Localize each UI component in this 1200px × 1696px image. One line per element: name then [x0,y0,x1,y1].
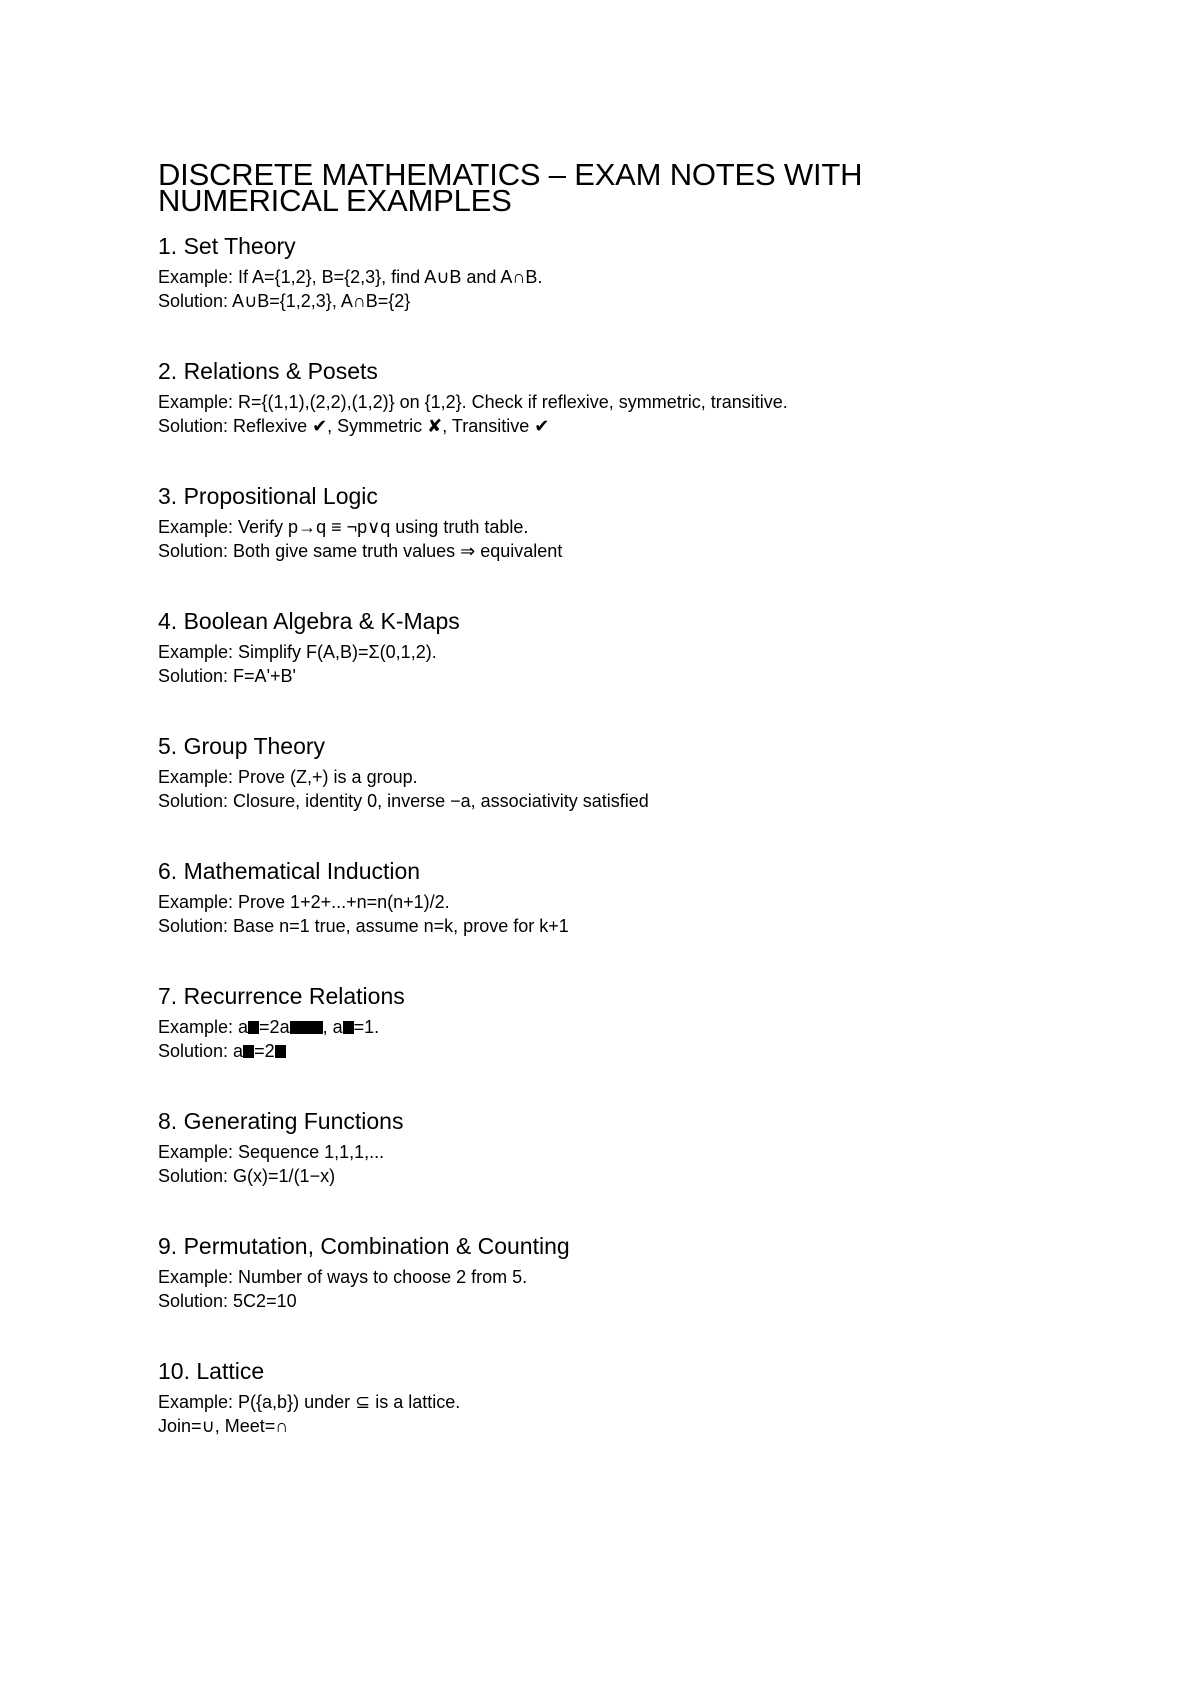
example-line: Example: Simplify F(A,B)=Σ(0,1,2). [158,642,437,662]
solution-line: Solution: F=A'+B' [158,666,296,686]
document-title [158,157,1058,218]
section-group-theory [158,732,1118,813]
section-permutation-combination [158,1232,1118,1313]
solution-text-part: Solution: a [158,1041,244,1061]
example-line: Example: Verify p→q ≡ ¬p∨q using truth table. [158,517,529,537]
example-text-part: =2a [259,1017,290,1037]
missing-glyph-box [243,1045,254,1058]
solution-line: Solution: Reflexive ✔, Symmetric ✘, Transitive ✔ [158,416,550,436]
example-text-part: , a [322,1017,343,1037]
section-heading: 5. Group Theory [158,733,326,759]
example-line [158,1015,1118,1039]
section-heading: 10. Lattice [158,1358,265,1384]
section-heading: 6. Mathematical Induction [158,858,421,884]
section-generating-functions [158,1107,1118,1188]
example-text-part: Example: a [158,1017,249,1037]
missing-glyph-box [343,1021,354,1034]
missing-glyph-box [248,1021,259,1034]
title-line-2: NUMERICAL EXAMPLES [158,183,512,218]
section-heading: 8. Generating Functions [158,1108,404,1134]
solution-line: Solution: G(x)=1/(1−x) [158,1166,336,1186]
section-lattice [158,1357,1118,1438]
section-heading: 7. Recurrence Relations [158,983,405,1009]
example-line: Example: Prove 1+2+...+n=n(n+1)/2. [158,892,450,912]
section-heading: 2. Relations & Posets [158,358,378,384]
title-line-1: DISCRETE MATHEMATICS – EXAM NOTES WITH [158,157,863,192]
example-text-part: =1. [353,1017,380,1037]
solution-line: Solution: Base n=1 true, assume n=k, prove for k+1 [158,916,569,936]
section-recurrence-relations [158,982,1118,1063]
section-heading: 4. Boolean Algebra & K-Maps [158,608,460,634]
solution-line: Solution: 5C2=10 [158,1291,297,1311]
example-line: Example: R={(1,1),(2,2),(1,2)} on {1,2}. Check if reflexive, symmetric, transitive. [158,392,788,412]
section-heading: 1. Set Theory [158,233,296,259]
section-set-theory [158,232,1118,313]
example-line: Example: If A={1,2}, B={2,3}, find A∪B and A∩B. [158,267,543,287]
example-line: Example: P({a,b}) under ⊆ is a lattice. [158,1392,461,1412]
example-line: Example: Sequence 1,1,1,... [158,1142,385,1162]
section-heading: 9. Permutation, Combination & Counting [158,1233,570,1259]
section-relations-posets [158,357,1118,438]
section-heading: 3. Propositional Logic [158,483,378,509]
section-mathematical-induction [158,857,1118,938]
solution-line [158,1039,1118,1063]
solution-line: Solution: A∪B={1,2,3}, A∩B={2} [158,291,411,311]
example-line: Example: Prove (Z,+) is a group. [158,767,418,787]
solution-line: Join=∪, Meet=∩ [158,1416,289,1436]
solution-line: Solution: Closure, identity 0, inverse −a, associativity satisfied [158,791,649,811]
example-line: Example: Number of ways to choose 2 from 5. [158,1267,528,1287]
section-boolean-algebra [158,607,1118,688]
section-propositional-logic [158,482,1118,563]
missing-glyph-box [290,1021,323,1034]
solution-line: Solution: Both give same truth values ⇒ equivalent [158,541,563,561]
missing-glyph-box [275,1045,286,1058]
solution-text-part: =2 [254,1041,275,1061]
